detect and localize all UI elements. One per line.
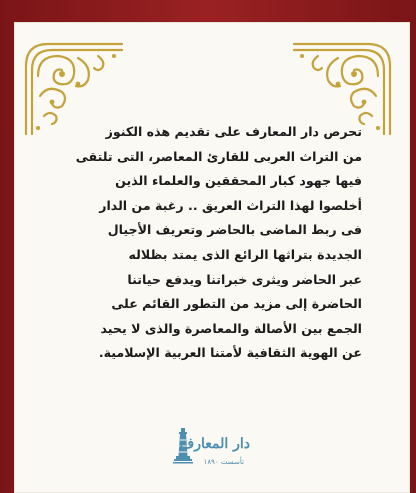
blurb-line: من التراث العربى للقارئ المعاصر، التى تلتقى xyxy=(75,148,362,164)
back-cover-blurb xyxy=(36,120,362,366)
blurb-line: أخلصوا لهذا التراث العريق .. رغبة من الدار xyxy=(99,197,362,213)
blurb-line: الحاضرة إلى مزيد من التطور القائم على xyxy=(111,296,362,312)
blurb-line: الجديدة بتراثها الرائع الذى يمتد بظلاله xyxy=(128,246,362,262)
blurb-line: تحرص دار المعارف على تقديم هذه الكنوز xyxy=(105,124,362,139)
blurb-line: عبر الحاضر ويثرى خبراتنا ويدفع حياتنا xyxy=(127,271,362,287)
blurb-line: فى ربط الماضى بالحاضر وتعريف الأجيال xyxy=(107,222,362,238)
blurb-line: عن الهوية الثقافية لأمتنا العربية الإسلامية. xyxy=(98,345,362,361)
publisher-name: دار المعارف xyxy=(179,436,250,452)
blurb-line: الجمع بين الأصالة والمعاصرة والذى لا يحيد xyxy=(100,320,362,336)
blurb-line: فيها جهود كبار المحققين والعلماء الذين xyxy=(115,173,362,189)
publisher-logo xyxy=(160,426,250,474)
publisher-established: تأسست ١٨٩٠ xyxy=(203,458,244,466)
